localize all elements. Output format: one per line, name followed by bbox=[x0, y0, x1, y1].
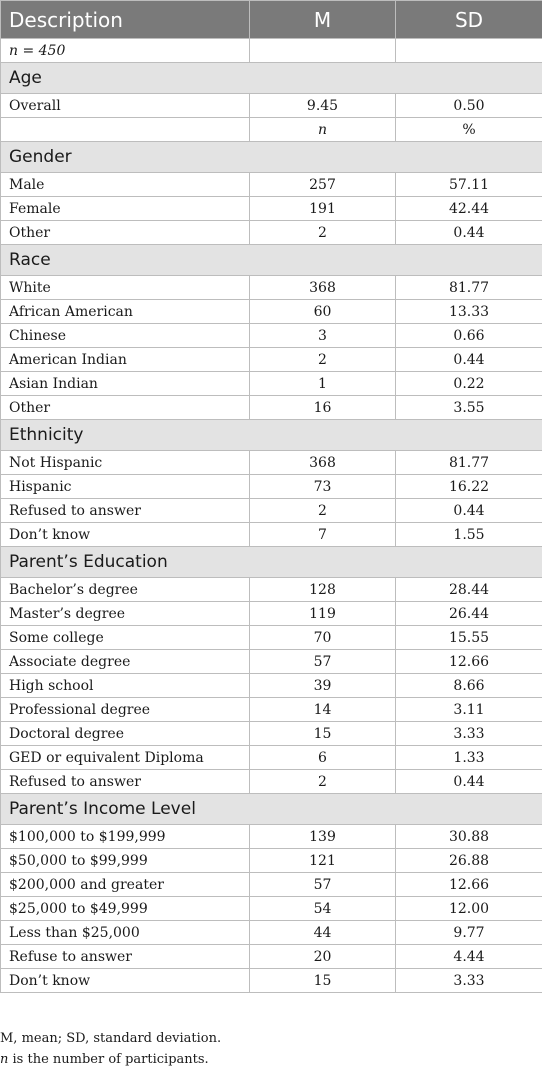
table-body bbox=[1, 39, 542, 993]
row-value-sd: 1.33 bbox=[396, 746, 542, 770]
row-value-sd: 81.77 bbox=[396, 451, 542, 475]
row-value-sd: 13.33 bbox=[396, 300, 542, 324]
table-row bbox=[1, 849, 542, 873]
row-value-m bbox=[250, 39, 396, 63]
row-value-sd: 0.50 bbox=[396, 94, 542, 118]
row-value-m: 368 bbox=[250, 451, 396, 475]
row-description: Refused to answer bbox=[1, 770, 250, 794]
section-label: Parent’s Income Level bbox=[1, 794, 542, 825]
row-value-m: 54 bbox=[250, 897, 396, 921]
table-row bbox=[1, 698, 542, 722]
row-value-sd: 3.55 bbox=[396, 396, 542, 420]
row-value-sd: 8.66 bbox=[396, 674, 542, 698]
table-header-row bbox=[1, 1, 542, 39]
row-value-sd: 28.44 bbox=[396, 578, 542, 602]
row-description: Master’s degree bbox=[1, 602, 250, 626]
row-value-sd: 81.77 bbox=[396, 276, 542, 300]
row-description: Bachelor’s degree bbox=[1, 578, 250, 602]
table-row bbox=[1, 324, 542, 348]
row-description: Chinese bbox=[1, 324, 250, 348]
row-description: American Indian bbox=[1, 348, 250, 372]
table-row bbox=[1, 94, 542, 118]
header-m: M bbox=[250, 1, 396, 39]
row-value-sd: 4.44 bbox=[396, 945, 542, 969]
row-value-sd: 57.11 bbox=[396, 173, 542, 197]
table-row bbox=[1, 674, 542, 698]
row-value-m: n bbox=[250, 118, 396, 142]
table-notes bbox=[0, 1028, 221, 1070]
row-value-sd: 12.00 bbox=[396, 897, 542, 921]
table-row bbox=[1, 276, 542, 300]
row-value-m: 2 bbox=[250, 770, 396, 794]
row-value-m: 3 bbox=[250, 324, 396, 348]
row-value-m: 73 bbox=[250, 475, 396, 499]
row-description: $200,000 and greater bbox=[1, 873, 250, 897]
section-header-row bbox=[1, 547, 542, 578]
row-description bbox=[1, 118, 250, 142]
row-value-m: 70 bbox=[250, 626, 396, 650]
row-description: Less than $25,000 bbox=[1, 921, 250, 945]
table-row bbox=[1, 650, 542, 674]
table-row bbox=[1, 602, 542, 626]
row-value-m: 20 bbox=[250, 945, 396, 969]
table-row bbox=[1, 969, 542, 993]
section-header-row bbox=[1, 63, 542, 94]
row-description: $50,000 to $99,999 bbox=[1, 849, 250, 873]
row-description: Associate degree bbox=[1, 650, 250, 674]
row-description: Asian Indian bbox=[1, 372, 250, 396]
row-value-m: 6 bbox=[250, 746, 396, 770]
row-value-sd: 0.44 bbox=[396, 770, 542, 794]
row-value-sd bbox=[396, 39, 542, 63]
row-value-sd: 30.88 bbox=[396, 825, 542, 849]
row-value-m: 57 bbox=[250, 650, 396, 674]
row-value-sd: 26.44 bbox=[396, 602, 542, 626]
row-description: Don’t know bbox=[1, 969, 250, 993]
section-label: Race bbox=[1, 245, 542, 276]
header-description: Description bbox=[1, 1, 250, 39]
table-row bbox=[1, 825, 542, 849]
section-label: Age bbox=[1, 63, 542, 94]
table-row bbox=[1, 722, 542, 746]
row-value-m: 1 bbox=[250, 372, 396, 396]
table-row bbox=[1, 770, 542, 794]
row-value-sd: 15.55 bbox=[396, 626, 542, 650]
row-value-sd: 16.22 bbox=[396, 475, 542, 499]
row-value-sd: % bbox=[396, 118, 542, 142]
section-header-row bbox=[1, 245, 542, 276]
table-row bbox=[1, 173, 542, 197]
row-value-sd: 3.33 bbox=[396, 969, 542, 993]
row-description: Overall bbox=[1, 94, 250, 118]
row-description: n = 450 bbox=[1, 39, 250, 63]
table-row bbox=[1, 221, 542, 245]
row-value-m: 39 bbox=[250, 674, 396, 698]
row-value-m: 257 bbox=[250, 173, 396, 197]
row-value-m: 14 bbox=[250, 698, 396, 722]
row-value-m: 121 bbox=[250, 849, 396, 873]
row-value-m: 191 bbox=[250, 197, 396, 221]
section-header-row bbox=[1, 794, 542, 825]
row-description: Professional degree bbox=[1, 698, 250, 722]
note-n-definition bbox=[0, 1049, 221, 1070]
row-value-sd: 9.77 bbox=[396, 921, 542, 945]
section-header-row bbox=[1, 142, 542, 173]
row-description: Some college bbox=[1, 626, 250, 650]
row-value-m: 128 bbox=[250, 578, 396, 602]
row-value-m: 2 bbox=[250, 499, 396, 523]
row-value-m: 139 bbox=[250, 825, 396, 849]
row-description: Not Hispanic bbox=[1, 451, 250, 475]
row-value-m: 119 bbox=[250, 602, 396, 626]
row-value-m: 2 bbox=[250, 221, 396, 245]
row-description: Female bbox=[1, 197, 250, 221]
row-value-m: 7 bbox=[250, 523, 396, 547]
row-value-m: 368 bbox=[250, 276, 396, 300]
row-description: Doctoral degree bbox=[1, 722, 250, 746]
row-value-m: 57 bbox=[250, 873, 396, 897]
section-label: Parent’s Education bbox=[1, 547, 542, 578]
note-n-symbol: n bbox=[0, 1052, 9, 1067]
table-row bbox=[1, 372, 542, 396]
row-value-m: 16 bbox=[250, 396, 396, 420]
section-header-row bbox=[1, 420, 542, 451]
row-value-m: 2 bbox=[250, 348, 396, 372]
row-value-sd: 12.66 bbox=[396, 650, 542, 674]
row-value-sd: 3.11 bbox=[396, 698, 542, 722]
row-description: Refused to answer bbox=[1, 499, 250, 523]
row-value-sd: 0.44 bbox=[396, 348, 542, 372]
note-n-text: is the number of participants. bbox=[8, 1052, 209, 1067]
row-value-sd: 0.22 bbox=[396, 372, 542, 396]
section-label: Gender bbox=[1, 142, 542, 173]
row-description: African American bbox=[1, 300, 250, 324]
row-value-m: 15 bbox=[250, 969, 396, 993]
table-row bbox=[1, 578, 542, 602]
row-value-sd: 1.55 bbox=[396, 523, 542, 547]
row-value-sd: 26.88 bbox=[396, 849, 542, 873]
table-row bbox=[1, 451, 542, 475]
row-description: $25,000 to $49,999 bbox=[1, 897, 250, 921]
table-row bbox=[1, 945, 542, 969]
table-row bbox=[1, 499, 542, 523]
note-abbreviations: M, mean; SD, standard deviation. bbox=[0, 1031, 222, 1046]
row-description: Male bbox=[1, 173, 250, 197]
row-value-m: 9.45 bbox=[250, 94, 396, 118]
row-description: Other bbox=[1, 221, 250, 245]
row-description: White bbox=[1, 276, 250, 300]
table-row bbox=[1, 300, 542, 324]
table-row bbox=[1, 626, 542, 650]
row-value-m: 44 bbox=[250, 921, 396, 945]
table-row bbox=[1, 197, 542, 221]
table-row bbox=[1, 348, 542, 372]
section-label: Ethnicity bbox=[1, 420, 542, 451]
row-description: GED or equivalent Diploma bbox=[1, 746, 250, 770]
row-description: High school bbox=[1, 674, 250, 698]
table-row bbox=[1, 396, 542, 420]
table-row bbox=[1, 523, 542, 547]
row-value-sd: 0.44 bbox=[396, 499, 542, 523]
row-description: Don’t know bbox=[1, 523, 250, 547]
row-value-sd: 0.44 bbox=[396, 221, 542, 245]
row-description: Refuse to answer bbox=[1, 945, 250, 969]
header-sd: SD bbox=[396, 1, 542, 39]
row-value-sd: 0.66 bbox=[396, 324, 542, 348]
row-description: Hispanic bbox=[1, 475, 250, 499]
table-row bbox=[1, 921, 542, 945]
table-row bbox=[1, 897, 542, 921]
table-row bbox=[1, 118, 542, 142]
table-row bbox=[1, 475, 542, 499]
table-row bbox=[1, 873, 542, 897]
table-row bbox=[1, 39, 542, 63]
row-value-sd: 42.44 bbox=[396, 197, 542, 221]
row-description: Other bbox=[1, 396, 250, 420]
row-value-sd: 3.33 bbox=[396, 722, 542, 746]
row-value-sd: 12.66 bbox=[396, 873, 542, 897]
row-value-m: 15 bbox=[250, 722, 396, 746]
table-row bbox=[1, 746, 542, 770]
row-description: $100,000 to $199,999 bbox=[1, 825, 250, 849]
row-value-m: 60 bbox=[250, 300, 396, 324]
